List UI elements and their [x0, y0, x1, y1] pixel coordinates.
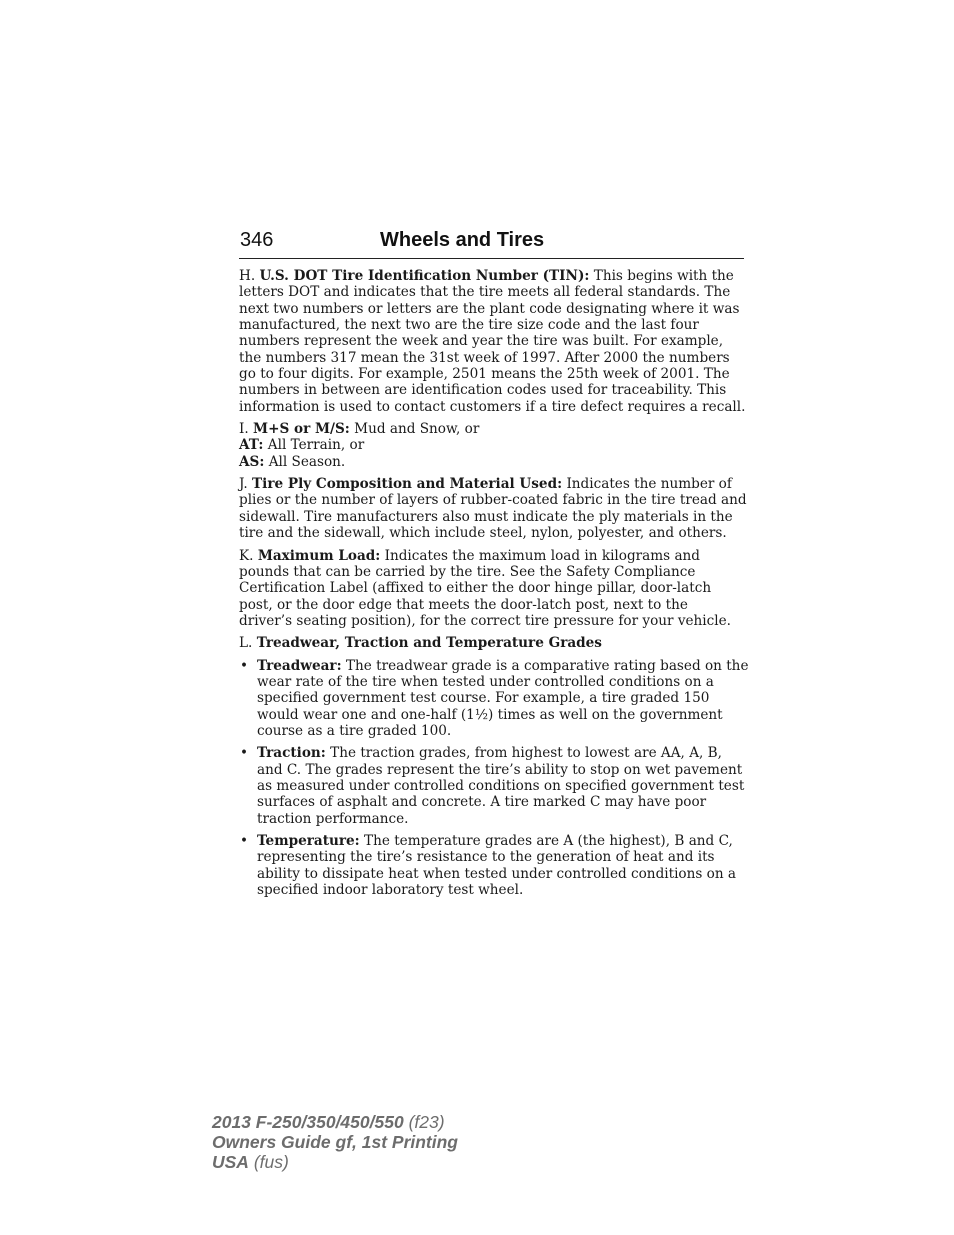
item-k-line-2: pounds that can be carried by the tire. See the Safety Compliance — [239, 563, 696, 580]
item-h-term: U.S. DOT Tire Identification Number (TIN): — [259, 268, 590, 284]
bullet-treadwear-line-3: specified government test course. For example, a tire graded 150 — [257, 690, 710, 707]
item-j-term: Tire Ply Composition and Material Used: — [252, 476, 563, 493]
item-h-line-8: numbers in between are identification codes used for traceability. This — [239, 382, 727, 399]
bullet-icon: • — [240, 745, 249, 762]
item-h-line-1: This begins with the — [593, 268, 734, 284]
item-h-paragraph — [239, 268, 745, 415]
item-i-at-term: AT: — [239, 437, 264, 454]
item-k-line-3: Certification Label (affixed to either the door hinge pillar, door-latch — [239, 580, 712, 597]
item-k-line-4: post, or the door edge that meets the door-latch post, next to the — [239, 596, 688, 613]
page-body — [239, 268, 749, 904]
bullet-treadwear-line-5: course as a tire graded 100. — [257, 722, 452, 739]
item-i-marker: I. — [239, 421, 249, 438]
item-h-line-2: letters DOT and indicates that the tire meets all federal standards. The — [239, 284, 731, 301]
bullet-treadwear-line-1: The treadwear grade is a comparative rating based on the — [345, 657, 749, 674]
item-i-at-text: All Terrain, or — [267, 437, 365, 454]
bullet-treadwear-term: Treadwear: — [257, 657, 342, 674]
bullet-item-temperature — [239, 833, 745, 898]
item-h-line-4: manufactured, the next two are the tire size code and the last four — [239, 317, 699, 334]
bullet-temperature-term: Temperature: — [257, 833, 360, 849]
bullet-traction-term: Traction: — [257, 745, 326, 762]
bullet-traction-line-2: and C. The grades represent the tire’s ability to stop on wet pavement — [257, 761, 743, 778]
bullet-icon: • — [240, 657, 249, 674]
page-footer — [212, 1112, 458, 1172]
item-k-marker: K. — [239, 547, 254, 564]
item-i-ms-term: M+S or M/S: — [253, 421, 350, 438]
item-k-paragraph — [239, 548, 745, 630]
bullet-item-traction — [239, 745, 745, 827]
bullet-icon: • — [240, 833, 249, 849]
item-j-marker: J. — [239, 476, 248, 493]
item-l-heading — [239, 635, 745, 651]
bullet-item-treadwear — [239, 657, 749, 740]
bullet-temperature-line-2: representing the tire’s resistance to the generation of heat and its — [257, 849, 715, 866]
item-h-marker: H. — [239, 268, 256, 284]
bullet-treadwear-line-2: wear rate of the tire when tested under controlled conditions on a — [257, 673, 714, 690]
item-k-line-1: Indicates the maximum load in kilograms and — [384, 547, 701, 564]
footer-guide: Owners Guide gf, 1st Printing — [212, 1132, 458, 1152]
item-i-ms-text: Mud and Snow, or — [354, 421, 480, 438]
item-i-as-text: All Season. — [268, 453, 346, 470]
footer-region-code: (fus) — [253, 1152, 289, 1172]
item-i-paragraph — [239, 421, 745, 470]
item-h-line-5: numbers represent the week and year the tire was built. For example, — [239, 333, 724, 350]
bullet-traction-line-3: as measured under controlled conditions on specified government test — [257, 777, 745, 794]
item-k-line-5: driver’s seating position), for the correct tire pressure for your vehicle. — [239, 612, 731, 629]
bullet-traction-line-5: traction performance. — [257, 810, 409, 827]
footer-model-code: (f23) — [408, 1112, 445, 1132]
page-header — [239, 228, 744, 259]
section-title: Wheels and Tires — [380, 229, 545, 251]
bullet-temperature-line-1: The temperature grades are A (the highest), B and C, — [364, 833, 733, 849]
item-j-line-1: Indicates the number of — [566, 476, 732, 493]
item-h-line-9: information is used to contact customers if a tire defect requires a recall. — [239, 398, 746, 415]
bullet-traction-line-4: surfaces of asphalt and concrete. A tire marked C may have poor — [257, 794, 707, 811]
item-i-as-term: AS: — [239, 453, 265, 470]
item-h-line-3: next two numbers or letters are the plant code designating where it was — [239, 300, 740, 317]
page-number: 346 — [240, 229, 274, 251]
item-j-paragraph — [239, 476, 745, 541]
item-j-line-3: sidewall. Tire manufacturers also must indicate the ply materials in the — [239, 508, 733, 525]
item-j-line-4: tire and the sidewall, which include steel, nylon, polyester, and others. — [239, 525, 727, 542]
item-j-line-2: plies or the number of layers of rubber-coated fabric in the tire tread and — [239, 492, 747, 509]
bullet-treadwear-line-4: would wear one and one-half (1½) times as well on the government — [257, 706, 723, 723]
item-l-term: Treadwear, Traction and Temperature Grades — [256, 635, 602, 652]
bullet-temperature-line-4: specified indoor laboratory test wheel. — [257, 882, 524, 899]
item-h-line-7: go to four digits. For example, 2501 means the 25th week of 2001. The — [239, 366, 730, 383]
bullet-temperature-line-3: ability to dissipate heat when tested under controlled conditions on a — [257, 865, 737, 882]
item-h-line-6: the numbers 317 mean the 31st week of 1997. After 2000 the numbers — [239, 349, 730, 366]
bullet-traction-line-1: The traction grades, from highest to lowest are AA, A, B, — [330, 745, 722, 762]
footer-model: 2013 F-250/350/450/550 — [212, 1112, 404, 1132]
item-l-marker: L. — [239, 635, 253, 652]
grades-bullet-list — [239, 657, 749, 899]
item-k-term: Maximum Load: — [257, 547, 381, 564]
footer-region: USA — [212, 1152, 249, 1172]
